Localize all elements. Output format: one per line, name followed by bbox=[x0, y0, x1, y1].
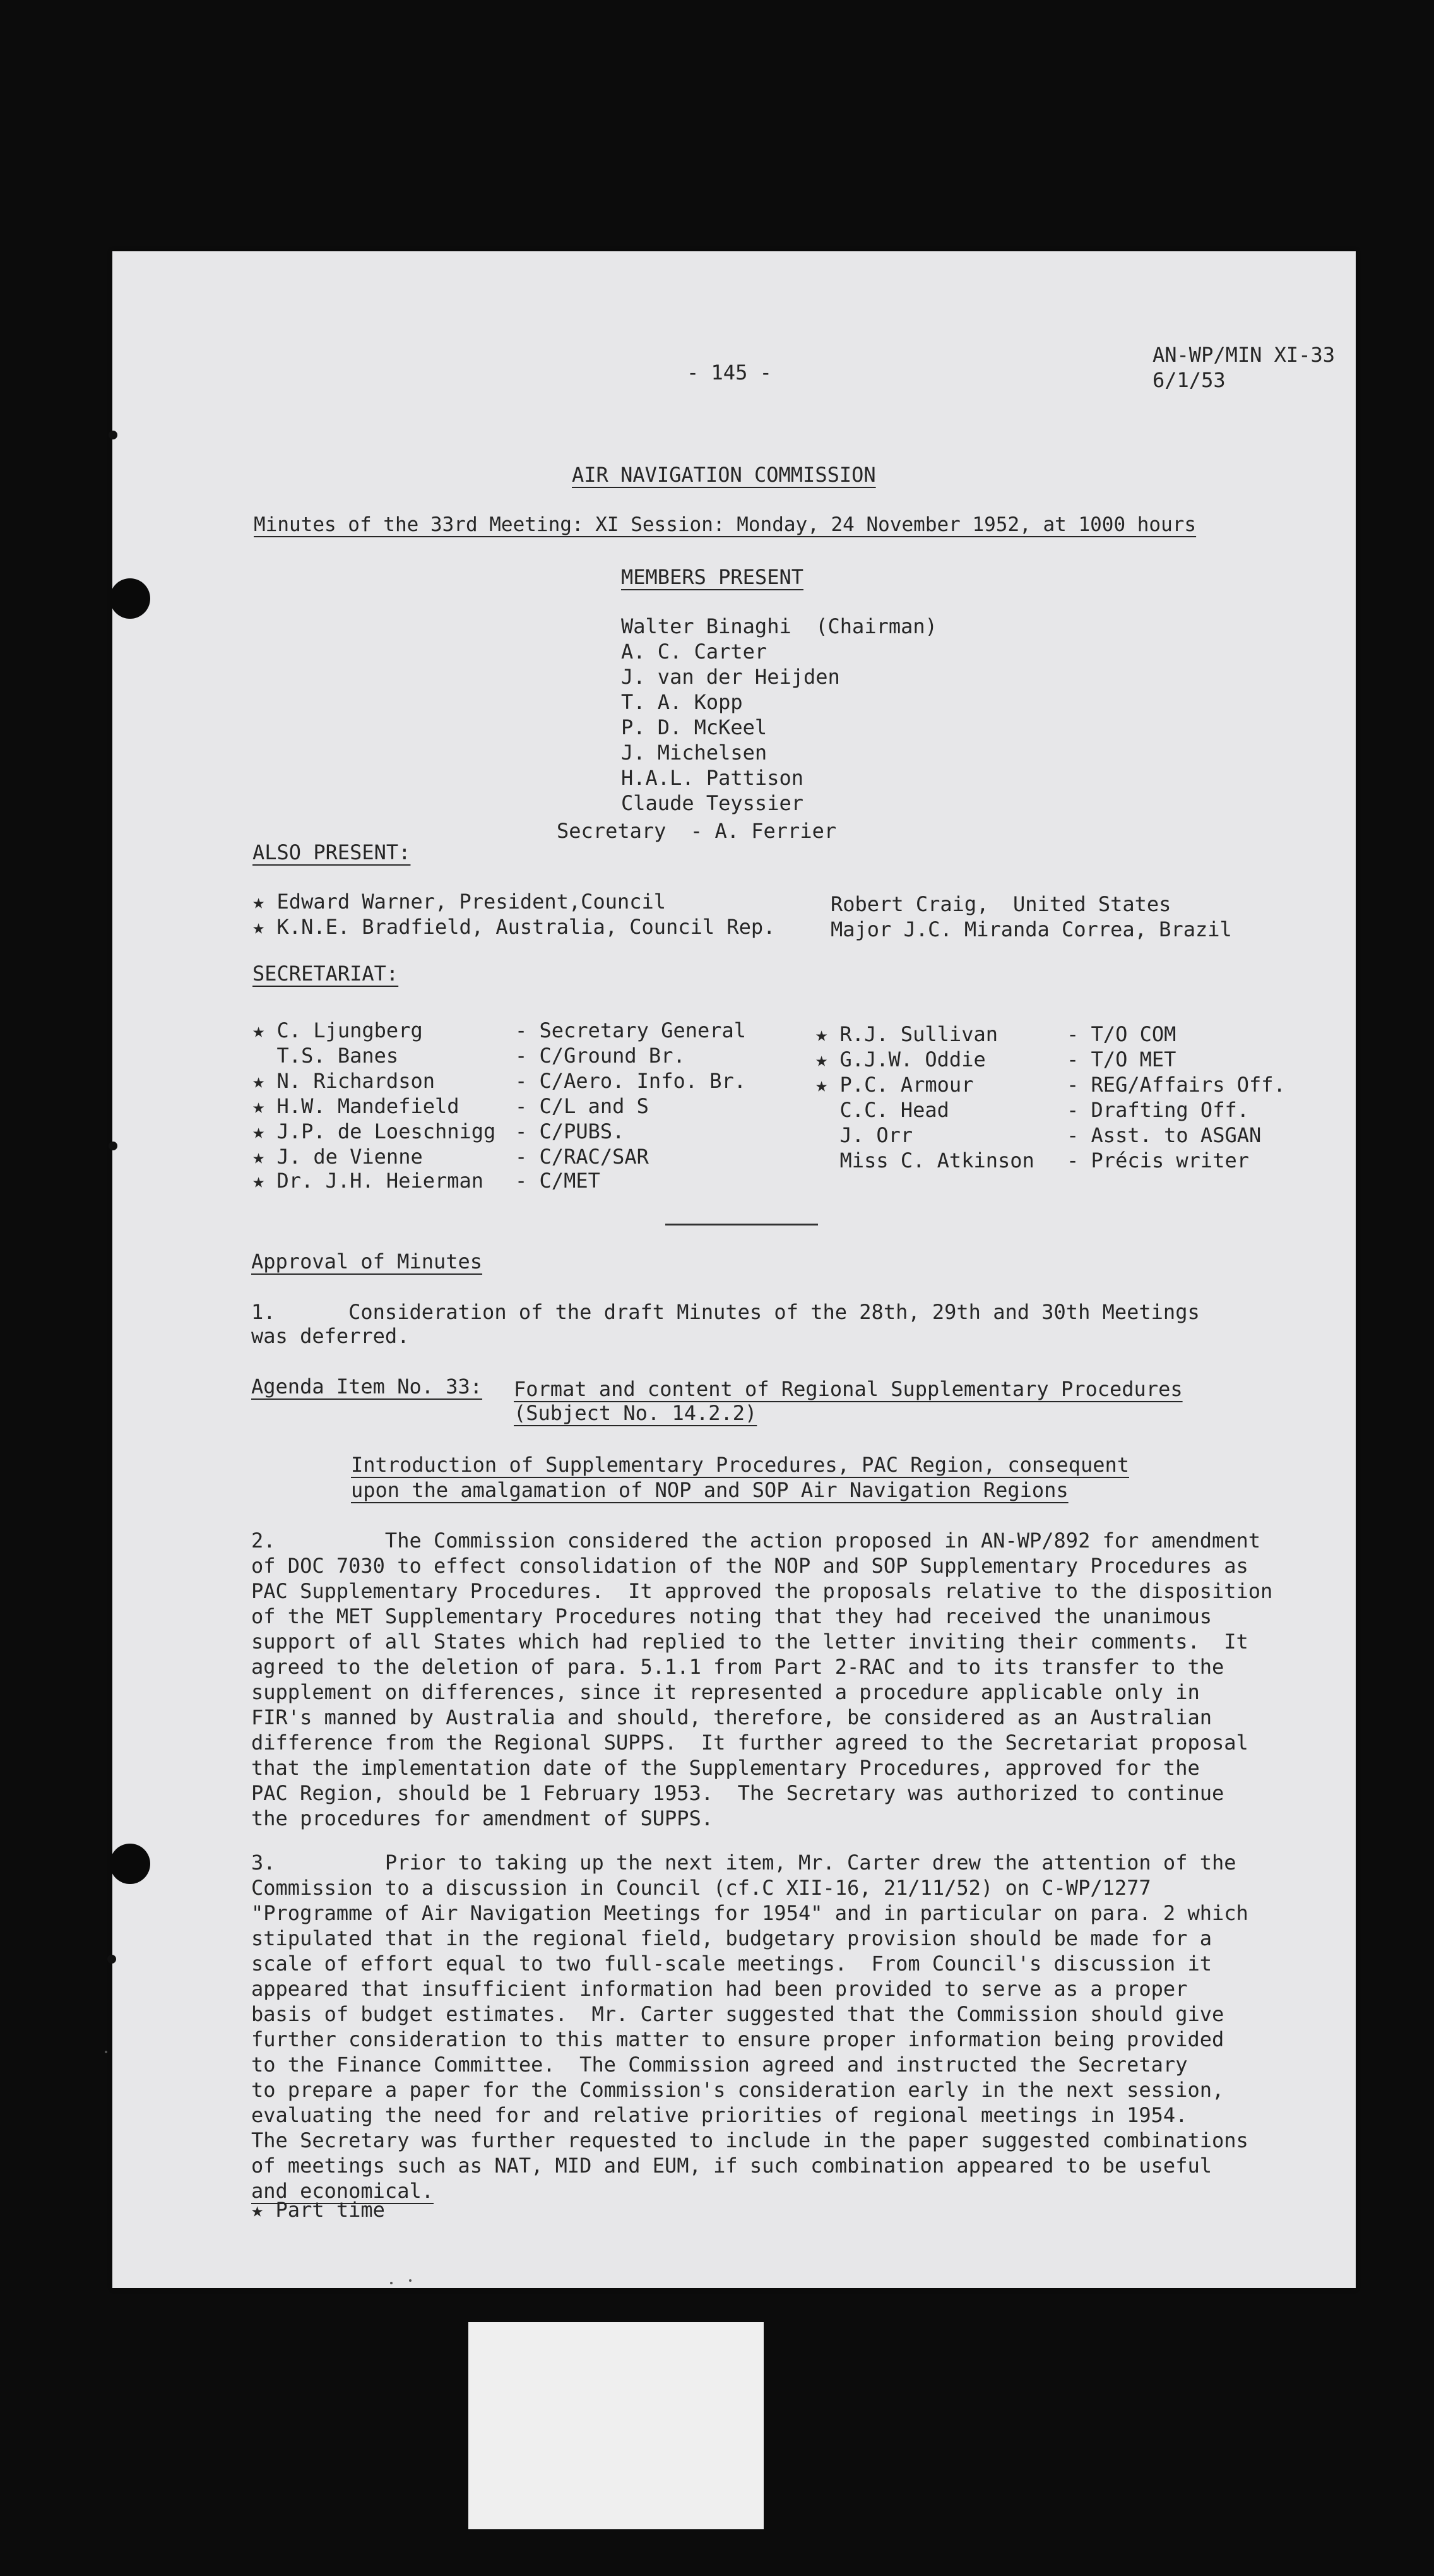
secretariat-name: ★ Dr. J.H. Heierman bbox=[252, 1169, 484, 1193]
paragraph-line: evaluating the need for and relative priorities of regional meetings in 1954. bbox=[251, 2103, 1188, 2127]
secretariat-role: - Asst. to ASGAN bbox=[1067, 1123, 1262, 1147]
secretariat-name: C.C. Head bbox=[815, 1098, 949, 1122]
approval-heading: Approval of Minutes bbox=[251, 1249, 483, 1273]
agenda-label: Agenda Item No. 33: bbox=[251, 1374, 483, 1398]
secretariat-name: Miss C. Atkinson bbox=[815, 1148, 1034, 1172]
also-present-heading: ALSO PRESENT: bbox=[252, 840, 411, 864]
paragraph-line: basis of budget estimates. Mr. Carter suggested that the Commission should give bbox=[251, 2002, 1224, 2026]
member-name: Walter Binaghi (Chairman) bbox=[621, 614, 937, 638]
document-reference: AN-WP/MIN XI-33 bbox=[1153, 343, 1335, 367]
paragraph-line: to the Finance Committee. The Commission agreed and instructed the Secretary bbox=[251, 2053, 1188, 2077]
paragraph-line: of meetings such as NAT, MID and EUM, if such combination appeared to be useful bbox=[251, 2154, 1212, 2178]
secretariat-name: ★ J.P. de Loeschnigg bbox=[252, 1119, 496, 1143]
paragraph-line: 1. Consideration of the draft Minutes of the 28th, 29th and 30th Meetings bbox=[251, 1300, 1200, 1324]
agenda-title: Format and content of Regional Supplementary Procedures bbox=[514, 1377, 1183, 1401]
secretariat-role: - Secretary General bbox=[515, 1018, 747, 1042]
paragraph-line: 2. The Commission considered the action proposed in AN-WP/892 for amendment bbox=[251, 1529, 1261, 1553]
attendee: ★ Edward Warner, President,Council bbox=[252, 890, 667, 914]
paragraph-line: supplement on differences, since it represented a procedure applicable only in bbox=[251, 1680, 1200, 1704]
secretariat-name: ★ P.C. Armour bbox=[815, 1073, 974, 1097]
paragraph-line: that the implementation date of the Supplementary Procedures, approved for the bbox=[251, 1756, 1200, 1780]
section-divider bbox=[665, 1224, 818, 1225]
paragraph-line: scale of effort equal to two full-scale meetings. From Council's discussion it bbox=[251, 1952, 1212, 1976]
secretariat-role: - C/PUBS. bbox=[515, 1119, 625, 1143]
document-title: AIR NAVIGATION COMMISSION bbox=[572, 463, 876, 487]
attendee: Major J.C. Miranda Correa, Brazil bbox=[831, 917, 1232, 941]
paragraph-line: of DOC 7030 to effect consolidation of the NOP and SOP Supplementary Procedures as bbox=[251, 1554, 1248, 1578]
margin-dot bbox=[109, 431, 117, 439]
paragraph-line: PAC Region, should be 1 February 1953. The Secretary was authorized to continue bbox=[251, 1781, 1224, 1805]
punch-hole bbox=[110, 1844, 150, 1884]
paragraph-line: was deferred. bbox=[251, 1324, 410, 1348]
paragraph-line: 3. Prior to taking up the next item, Mr. Carter drew the attention of the bbox=[251, 1851, 1236, 1875]
secretariat-role: - C/Ground Br. bbox=[515, 1044, 685, 1068]
punch-hole bbox=[110, 578, 150, 619]
margin-speck bbox=[105, 2051, 107, 2053]
secretariat-role: - REG/Affairs Off. bbox=[1067, 1073, 1286, 1097]
member-name: Claude Teyssier bbox=[621, 791, 803, 815]
attendee: Robert Craig, United States bbox=[831, 892, 1171, 916]
paragraph-line: stipulated that in the regional field, budgetary provision should be made for a bbox=[251, 1926, 1212, 1950]
secretariat-name: J. Orr bbox=[815, 1123, 913, 1147]
member-name: J. van der Heijden bbox=[621, 665, 840, 689]
secretariat-role: - Précis writer bbox=[1067, 1148, 1249, 1172]
secretary-line: Secretary - A. Ferrier bbox=[557, 819, 837, 843]
attendee: ★ K.N.E. Bradfield, Australia, Council Rep. bbox=[252, 915, 776, 939]
paragraph-line: support of all States which had replied to the letter inviting their comments. It bbox=[251, 1630, 1248, 1654]
item-heading: upon the amalgamation of NOP and SOP Air Navigation Regions bbox=[351, 1478, 1069, 1502]
paragraph-line: FIR's manned by Australia and should, therefore, be considered as an Australian bbox=[251, 1705, 1212, 1729]
margin-dot bbox=[109, 1142, 117, 1150]
secretariat-role: - C/MET bbox=[515, 1169, 600, 1193]
members-heading: MEMBERS PRESENT bbox=[621, 565, 803, 589]
member-name: J. Michelsen bbox=[621, 741, 767, 765]
agenda-subject: (Subject No. 14.2.2) bbox=[514, 1401, 757, 1425]
document-page bbox=[112, 251, 1356, 2288]
secretariat-name: ★ C. Ljungberg bbox=[252, 1018, 423, 1042]
paragraph-line: of the MET Supplementary Procedures noting that they had received the unanimous bbox=[251, 1604, 1212, 1628]
secretariat-name: ★ N. Richardson bbox=[252, 1069, 435, 1093]
secretariat-role: - C/Aero. Info. Br. bbox=[515, 1069, 747, 1093]
secretariat-name: ★ R.J. Sullivan bbox=[815, 1022, 998, 1046]
secretariat-role: - Drafting Off. bbox=[1067, 1098, 1249, 1122]
paragraph-line: agreed to the deletion of para. 5.1.1 from Part 2-RAC and to its transfer to the bbox=[251, 1655, 1224, 1679]
member-name: H.A.L. Pattison bbox=[621, 766, 803, 790]
secretariat-role: - T/O COM bbox=[1067, 1022, 1176, 1046]
member-name: A. C. Carter bbox=[621, 640, 767, 664]
secretariat-role: - C/L and S bbox=[515, 1094, 649, 1118]
meeting-subtitle: Minutes of the 33rd Meeting: XI Session: Monday, 24 November 1952, at 1000 hours bbox=[254, 513, 1197, 536]
page-speck bbox=[390, 2282, 393, 2284]
secretariat-heading: SECRETARIAT: bbox=[252, 962, 399, 986]
paragraph-line: "Programme of Air Navigation Meetings for 1954" and in particular on para. 2 which bbox=[251, 1901, 1248, 1925]
paragraph-line: Commission to a discussion in Council (cf.C XII-16, 21/11/52) on C-WP/1277 bbox=[251, 1876, 1151, 1900]
secretariat-name: T.S. Banes bbox=[252, 1044, 399, 1068]
secretariat-name: ★ J. de Vienne bbox=[252, 1145, 423, 1169]
secretariat-role: - T/O MET bbox=[1067, 1047, 1176, 1071]
document-date: 6/1/53 bbox=[1153, 368, 1226, 392]
paragraph-line: PAC Supplementary Procedures. It approved the proposals relative to the disposition bbox=[251, 1579, 1273, 1603]
paragraph-line: difference from the Regional SUPPS. It further agreed to the Secretariat proposal bbox=[251, 1731, 1248, 1755]
paragraph-line: the procedures for amendment of SUPPS. bbox=[251, 1806, 714, 1830]
footnote: ★ Part time bbox=[251, 2198, 385, 2222]
secretariat-name: ★ H.W. Mandefield bbox=[252, 1094, 459, 1118]
paragraph-line: and economical. bbox=[251, 2179, 434, 2203]
paragraph-line: to prepare a paper for the Commission's consideration early in the next session, bbox=[251, 2078, 1224, 2102]
member-name: T. A. Kopp bbox=[621, 690, 743, 714]
blank-paper-slip bbox=[468, 2322, 764, 2529]
secretariat-name: ★ G.J.W. Oddie bbox=[815, 1047, 986, 1071]
secretariat-role: - C/RAC/SAR bbox=[515, 1145, 649, 1169]
item-heading: Introduction of Supplementary Procedures, PAC Region, consequent bbox=[351, 1453, 1129, 1477]
paragraph-line: The Secretary was further requested to include in the paper suggested combinations bbox=[251, 2128, 1248, 2152]
paragraph-line: appeared that insufficient information had been provided to serve as a proper bbox=[251, 1977, 1188, 2001]
page-speck bbox=[409, 2279, 412, 2282]
margin-dot bbox=[107, 1955, 116, 1964]
member-name: P. D. McKeel bbox=[621, 715, 767, 739]
paragraph-line: further consideration to this matter to ensure proper information being provided bbox=[251, 2027, 1224, 2051]
page-number: - 145 - bbox=[687, 361, 772, 385]
